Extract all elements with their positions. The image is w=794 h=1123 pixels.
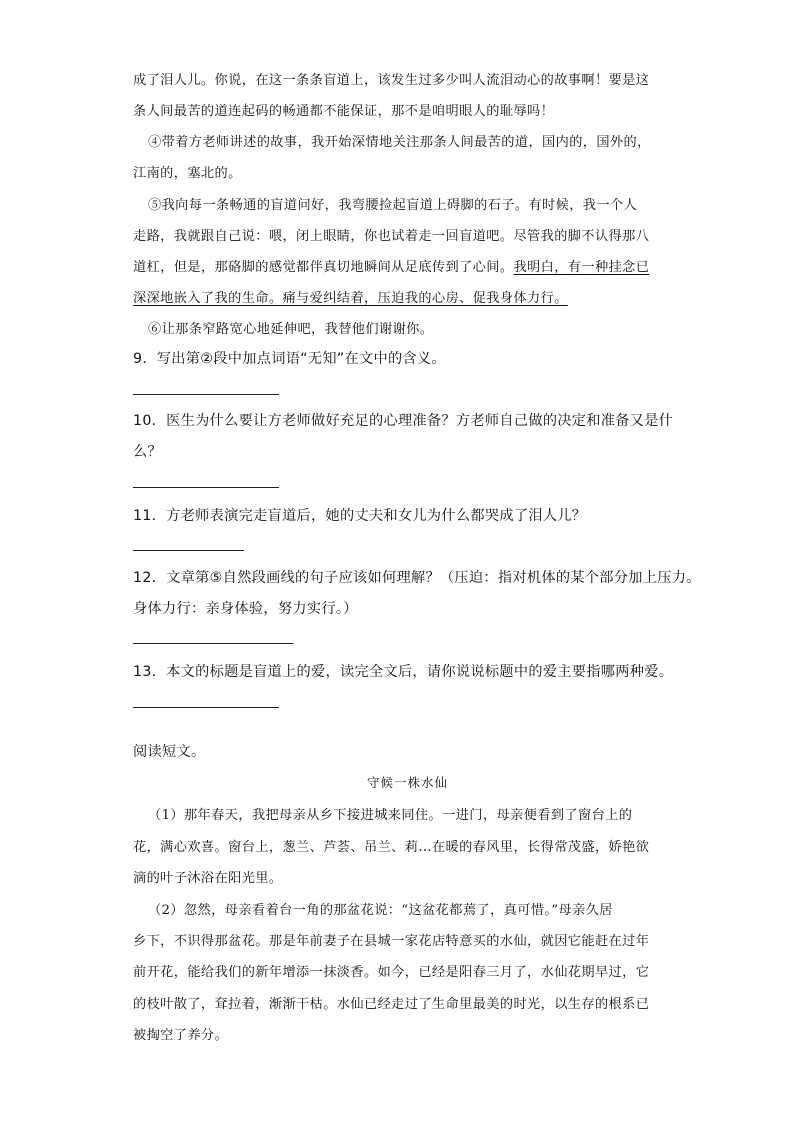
paragraph-2-line: 乡下，不识得那盆花。那是年前妻子在县城一家花店特意买的水仙，就因它能赶在过年 [133,934,650,949]
question-12-cont: 身体力行：亲身体验，努力实行。） [133,601,358,617]
paragraph-5-line [133,256,649,275]
passage-title: 守候一株水仙 [367,775,449,790]
question-9: 9．写出第②段中加点词语“无知”在文中的含义。 [133,351,446,367]
question-10: 10．医生为什么要让方老师做好充足的心理准备？方老师自己做的决定和准备又是什 [133,413,674,429]
question-11: 11．方老师表演完走盲道后，她的丈夫和女儿为什么都哭成了泪人儿？ [133,508,587,524]
question-10-cont: 么？ [133,444,162,460]
paragraph-5-line: ⑤我向每一条畅通的盲道问好，我弯腰捡起盲道上碍脚的石子。有时候，我一个人 [148,198,638,213]
underlined-sentence: 深深地嵌入了我的生命。痛与爱纠结着，压迫我的心房、促我身体力行。 [133,291,568,306]
paragraph-line: 条人间最苦的道连起码的畅通都不能保证，那不是咱明眼人的耻辱吗！ [133,104,555,119]
paragraph-2-line: 的枝叶散了，耷拉着，渐渐干枯。水仙已经走过了生命里最美的时光，以生存的根系已 [133,997,650,1012]
underlined-sentence: 我明白，有一种挂念已 [513,260,650,275]
paragraph-5-text: 道杠，但是，那硌脚的感觉都伴真切地瞬间从足底传到了心间。 [133,260,514,275]
answer-line[interactable] [133,643,293,644]
answer-line[interactable] [133,487,279,488]
question-12: 12．文章第⑤自然段画线的句子应该如何理解？（压迫：指对机体的某个部分加上压力。 [133,570,701,586]
question-13: 13．本文的标题是盲道上的爱，读完全文后，请你说说标题中的爱主要指哪两种爱。 [133,664,674,680]
paragraph-2-line: 前开花，能给我们的新年增添一抹淡香。如今，已经是阳春三月了，水仙花期早过，它 [133,965,650,980]
paragraph-4-line: ④带着方老师讲述的故事，我开始深情地关注那条人间最苦的道，国内的，国外的， [148,135,651,150]
paragraph-1-line: 滴的叶子沐浴在阳光里。 [133,871,283,886]
answer-line[interactable] [133,550,244,551]
paragraph-1-line: （1）那年春天，我把母亲从乡下接进城来同住。一进门，母亲便看到了窗台上的 [148,808,633,823]
paragraph-1-line: 花，满心欢喜。窗台上，葱兰、芦荟、吊兰、莉…在暖的春风里，长得常茂盛，娇艳欲 [133,840,650,855]
answer-line[interactable] [133,707,279,708]
paragraph-2-line: 被掏空了养分。 [133,1028,229,1043]
answer-line[interactable] [133,394,279,395]
paragraph-6-line: ⑥让那条窄路宽心地延伸吧，我替他们谢谢你。 [148,322,434,337]
reading-instruction: 阅读短文。 [133,744,206,760]
paragraph-5-line: 走路，我就跟自己说：喂，闭上眼睛，你也试着走一回盲道吧。尽管我的脚不认得那八 [133,229,650,244]
paragraph-4-line: 江南的，塞北的。 [133,166,242,181]
paragraph-2-line: （2）忽然，母亲看着台一角的那盆花说：“这盆花都蔫了，真可惜。”母亲久居 [148,903,613,918]
paragraph-line: 成了泪人儿。你说，在这一条条盲道上，该发生过多少叫人流泪动心的故事啊！要是这 [133,73,650,88]
